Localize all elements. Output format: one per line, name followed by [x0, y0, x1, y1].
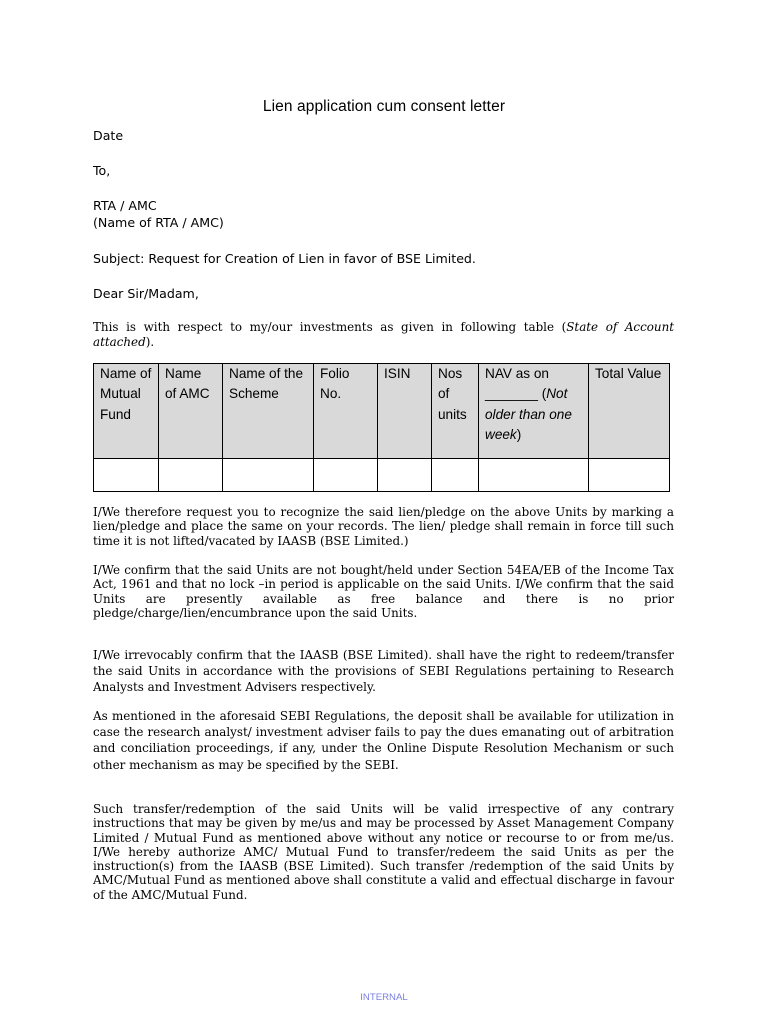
header-nav [479, 364, 589, 459]
paragraph-transfer-validity: Such transfer/redemption of the said Units will be valid irrespective of any contrary instructions that may be given by me/us and may be processed by Asset Management Company Limited / Mutual Fund as mentioned above without any notice or recourse to or from me/us. I/We hereby authorize AMC/ Mutual Fund to transfer/redeem the said Units as per the instruction(s) from the IAASB (BSE Limited). Such transfer /redemption of the said Units by AMC/Mutual Fund as mentioned above shall constitute a valid and effectual discharge in favour of the AMC/Mutual Fund. [93, 802, 674, 902]
investment-table [93, 363, 670, 492]
header-nav-tail: ) [516, 427, 522, 443]
table-cell[interactable] [159, 459, 223, 492]
date-label: Date [93, 128, 124, 143]
table-cell[interactable] [378, 459, 432, 492]
subject-line: Subject: Request for Creation of Lien in favor of BSE Limited. [93, 251, 476, 266]
intro-paragraph [93, 320, 674, 349]
table-cell[interactable] [432, 459, 479, 492]
to-label: To, [93, 163, 111, 178]
header-isin: ISIN [378, 364, 432, 459]
document-title: Lien application cum consent letter [262, 98, 506, 115]
salutation: Dear Sir/Madam, [93, 286, 199, 301]
paragraph-deposit-use: As mentioned in the aforesaid SEBI Regulations, the deposit shall be available for utilization in case the research analyst/ investment adviser fails to pay the dues emanating out of arbitration and conciliation proceedings, if any, under the Online Dispute Resolution Mechanism or such other mechanism as may be specified by the SEBI. [93, 709, 674, 772]
table-cell[interactable] [589, 459, 670, 492]
table-row [94, 459, 670, 492]
header-folio: Folio No. [314, 364, 378, 459]
table-cell[interactable] [314, 459, 378, 492]
table-header-row [94, 364, 670, 459]
header-total-value: Total Value [589, 364, 670, 459]
table-cell[interactable] [223, 459, 314, 492]
header-amc: Name of AMC [159, 364, 223, 459]
header-nav-text: NAV as on _______ ( [485, 366, 549, 402]
paragraph-redeem-right: I/We irrevocably confirm that the IAASB (BSE Limited). shall have the right to redeem/transfer the said Units in accordance with the provisions of SEBI Regulations pertaining to Research Analysts and Investment Advisers respectively. [93, 648, 674, 695]
intro-tail: ). [145, 334, 155, 349]
paragraph-confirmation: I/We confirm that the said Units are not bought/held under Section 54EA/EB of the Income Tax Act, 1961 and that no lock –in period is applicable on the said Units. I/We confirm that the said Units are presently available as free balance and there is no prior pledge/charge/lien/encumbrance upon the said Units. [93, 563, 674, 620]
recipient-line-1: RTA / AMC [93, 198, 157, 213]
paragraph-lien-request: I/We therefore request you to recognize the said lien/pledge on the above Units by marking a lien/pledge and place the same on your records. The lien/ pledge shall remain in force till such time it is not lifted/vacated by IAASB (BSE Limited.) [93, 505, 674, 548]
table-cell[interactable] [94, 459, 159, 492]
header-scheme: Name of the Scheme [223, 364, 314, 459]
table-cell[interactable] [479, 459, 589, 492]
header-mutual-fund: Name of Mutual Fund [94, 364, 159, 459]
classification-footer: INTERNAL [360, 992, 408, 1003]
header-units: Nos of units [432, 364, 479, 459]
intro-text: This is with respect to my/our investments as given in following table ( [93, 320, 567, 334]
header-nav-italic: Not older than one week [485, 386, 572, 443]
recipient-line-2: (Name of RTA / AMC) [93, 215, 224, 230]
intro-italic: State of Account attached [93, 320, 675, 349]
